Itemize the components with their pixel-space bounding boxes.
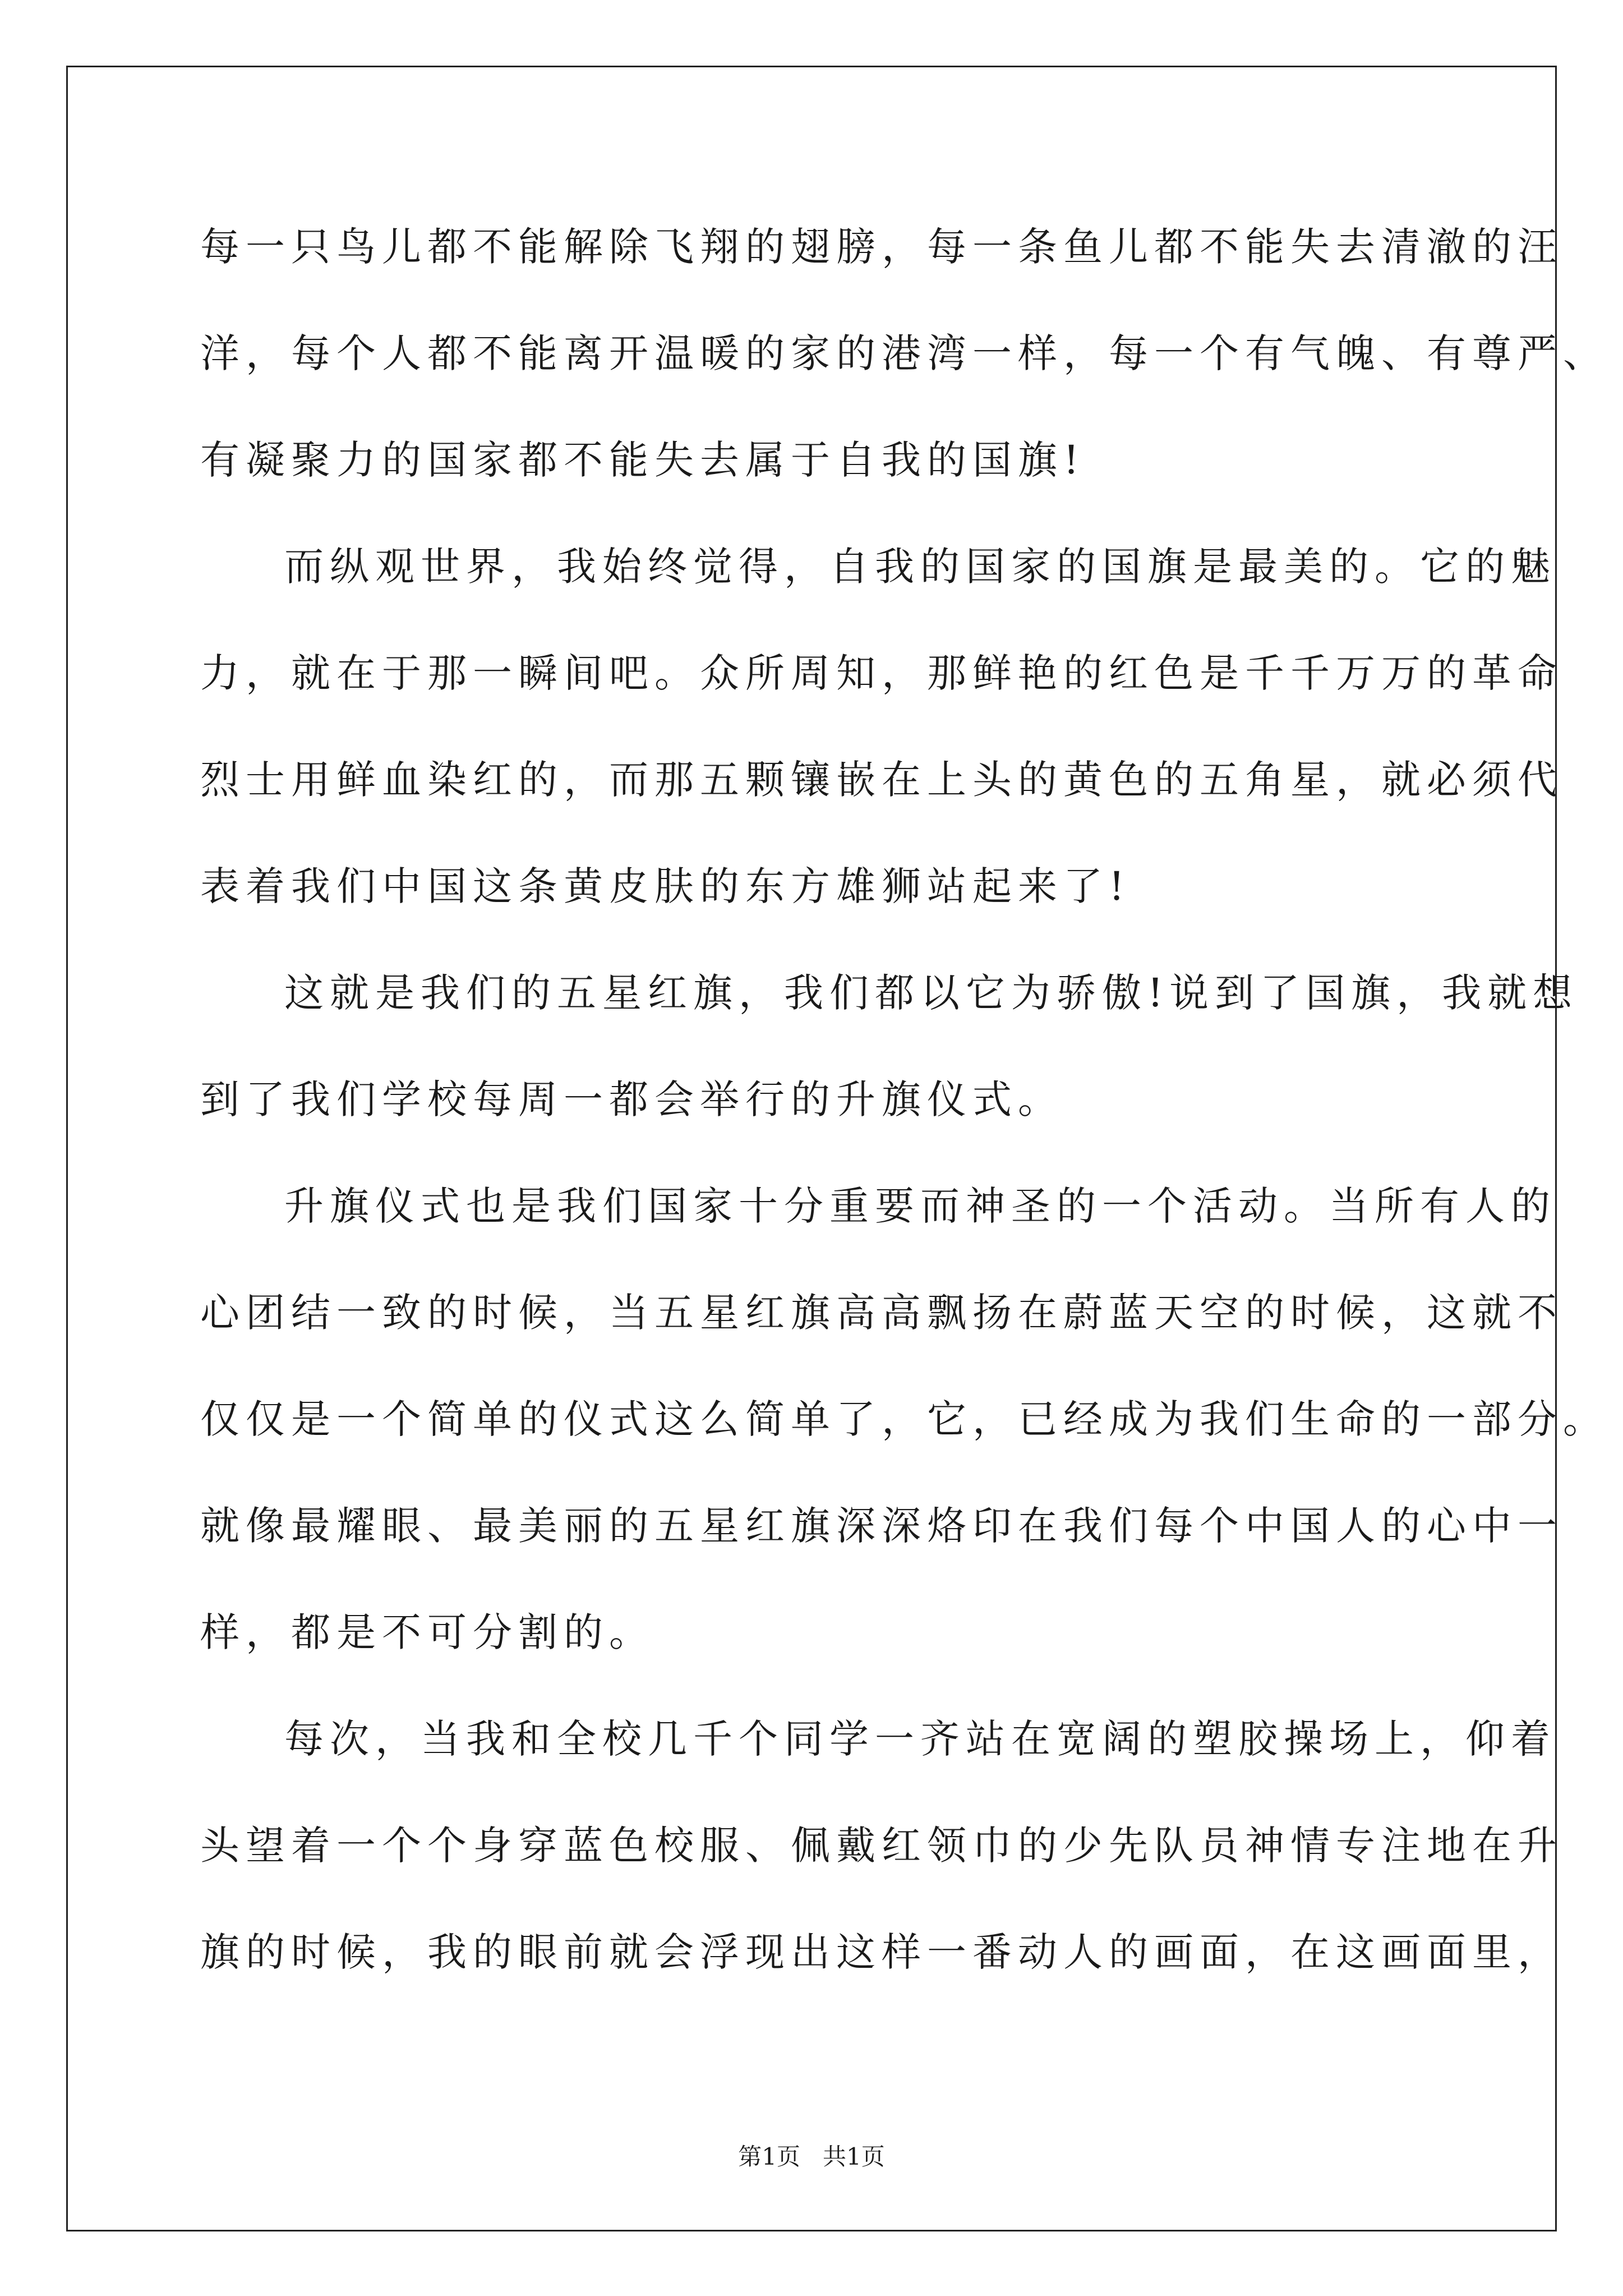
text-line: 升旗仪式也是我们国家十分重要而神圣的一个活动。当所有人的: [284, 1183, 1556, 1229]
text-line: 有凝聚力的国家都不能失去属于自我的国旗!: [200, 437, 1086, 483]
text-line: 仅仅是一个简单的仪式这么简单了，它，已经成为我们生命的一部分。: [200, 1396, 1608, 1442]
text-line: 而纵观世界，我始终觉得，自我的国家的国旗是最美的。它的魅: [284, 544, 1556, 590]
text-line: 样，都是不可分割的。: [200, 1609, 654, 1655]
text-line: 力，就在于那一瞬间吧。众所周知，那鲜艳的红色是千千万万的革命: [200, 650, 1563, 696]
text-line: 就像最耀眼、最美丽的五星红旗深深烙印在我们每个中国人的心中一: [200, 1503, 1563, 1549]
document-body: [200, 213, 1608, 2025]
text-line: 这就是我们的五星红旗，我们都以它为骄傲!说到了国旗，我就想: [284, 970, 1579, 1016]
page-total: 共1页: [823, 2143, 885, 2170]
text-line: 洋，每个人都不能离开温暖的家的港湾一样，每一个有气魄、有尊严、: [200, 330, 1608, 376]
text-line: 每一只鸟儿都不能解除飞翔的翅膀，每一条鱼儿都不能失去清澈的汪: [200, 224, 1563, 270]
text-line: 旗的时候，我的眼前就会浮现出这样一番动人的画面，在这画面里，: [200, 1929, 1563, 1975]
text-line: 到了我们学校每周一都会举行的升旗仪式。: [200, 1076, 1063, 1122]
page-footer: [0, 2140, 1623, 2174]
text-line: 表着我们中国这条黄皮肤的东方雄狮站起来了!: [200, 863, 1131, 909]
text-line: 烈士用鲜血染红的，而那五颗镶嵌在上头的黄色的五角星，就必须代: [200, 757, 1563, 803]
text-line: 心团结一致的时候，当五星红旗高高飘扬在蔚蓝天空的时候，这就不: [200, 1290, 1563, 1336]
text-line: 头望着一个个身穿蓝色校服、佩戴红领巾的少先队员神情专注地在升: [200, 1823, 1563, 1869]
page-number: 第1页: [738, 2143, 800, 2170]
text-line: 每次，当我和全校几千个同学一齐站在宽阔的塑胶操场上，仰着: [284, 1716, 1556, 1762]
